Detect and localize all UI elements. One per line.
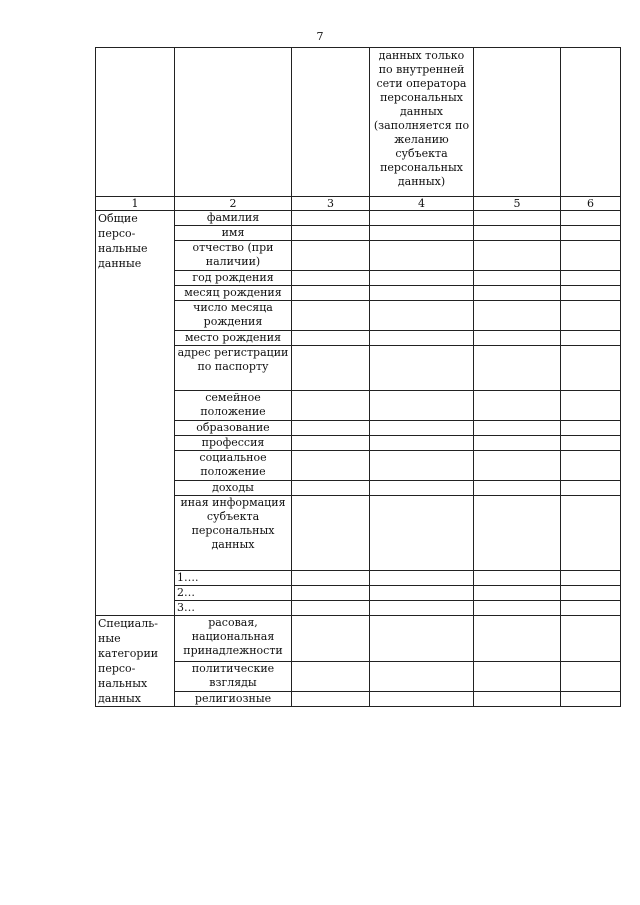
table-row [96, 496, 621, 571]
table-row [96, 616, 621, 662]
column-number: 5 [474, 197, 561, 211]
page-number: 7 [316, 30, 324, 43]
header-cell [474, 48, 561, 197]
row-label: 3… [175, 601, 292, 616]
header-col4-text: данных только по внутренней сети оператора персональных данных (заполняется по желанию субъекта персональных данных) [370, 48, 474, 197]
table-row [96, 331, 621, 346]
row-label: семейное положение [175, 391, 292, 421]
table-row [96, 421, 621, 436]
table-row [96, 241, 621, 271]
header-continuation-row [96, 48, 621, 197]
table-row [96, 451, 621, 481]
row-label: расовая, национальная принадлежности [175, 616, 292, 662]
row-label: адрес регистрации по паспорту [175, 346, 292, 391]
table-row [96, 601, 621, 616]
table-row [96, 211, 621, 226]
table-row [96, 226, 621, 241]
header-cell [292, 48, 370, 197]
table-row [96, 391, 621, 421]
table-row [96, 481, 621, 496]
table-row [96, 586, 621, 601]
table-row [96, 301, 621, 331]
row-label: 2… [175, 586, 292, 601]
table-row [96, 661, 621, 691]
table-row [96, 271, 621, 286]
section-title-special: Специаль-ные категории персо-нальных данных [96, 616, 175, 707]
header-cell [561, 48, 621, 197]
row-label: политические взгляды [175, 661, 292, 691]
row-label: год рождения [175, 271, 292, 286]
row-label: социальное положение [175, 451, 292, 481]
column-number: 2 [175, 197, 292, 211]
row-label: место рождения [175, 331, 292, 346]
row-label: профессия [175, 436, 292, 451]
column-number-row [96, 197, 621, 211]
row-label: доходы [175, 481, 292, 496]
header-cell [175, 48, 292, 197]
column-number: 4 [370, 197, 474, 211]
column-number: 3 [292, 197, 370, 211]
row-label: фамилия [175, 211, 292, 226]
row-label: имя [175, 226, 292, 241]
row-label: 1…. [175, 571, 292, 586]
row-label: отчество (при наличии) [175, 241, 292, 271]
row-label: образование [175, 421, 292, 436]
table-row [96, 346, 621, 391]
column-number: 1 [96, 197, 175, 211]
column-number: 6 [561, 197, 621, 211]
table-row [96, 571, 621, 586]
row-label: месяц рождения [175, 286, 292, 301]
row-label: религиозные [175, 691, 292, 706]
section-title-general: Общие персо-нальные данные [96, 211, 175, 616]
row-label: число месяца рождения [175, 301, 292, 331]
header-cell [96, 48, 175, 197]
personal-data-table [95, 47, 621, 707]
table-row [96, 286, 621, 301]
table-row [96, 691, 621, 706]
table-row [96, 436, 621, 451]
row-label: иная информация субъекта персональных данных [175, 496, 292, 571]
